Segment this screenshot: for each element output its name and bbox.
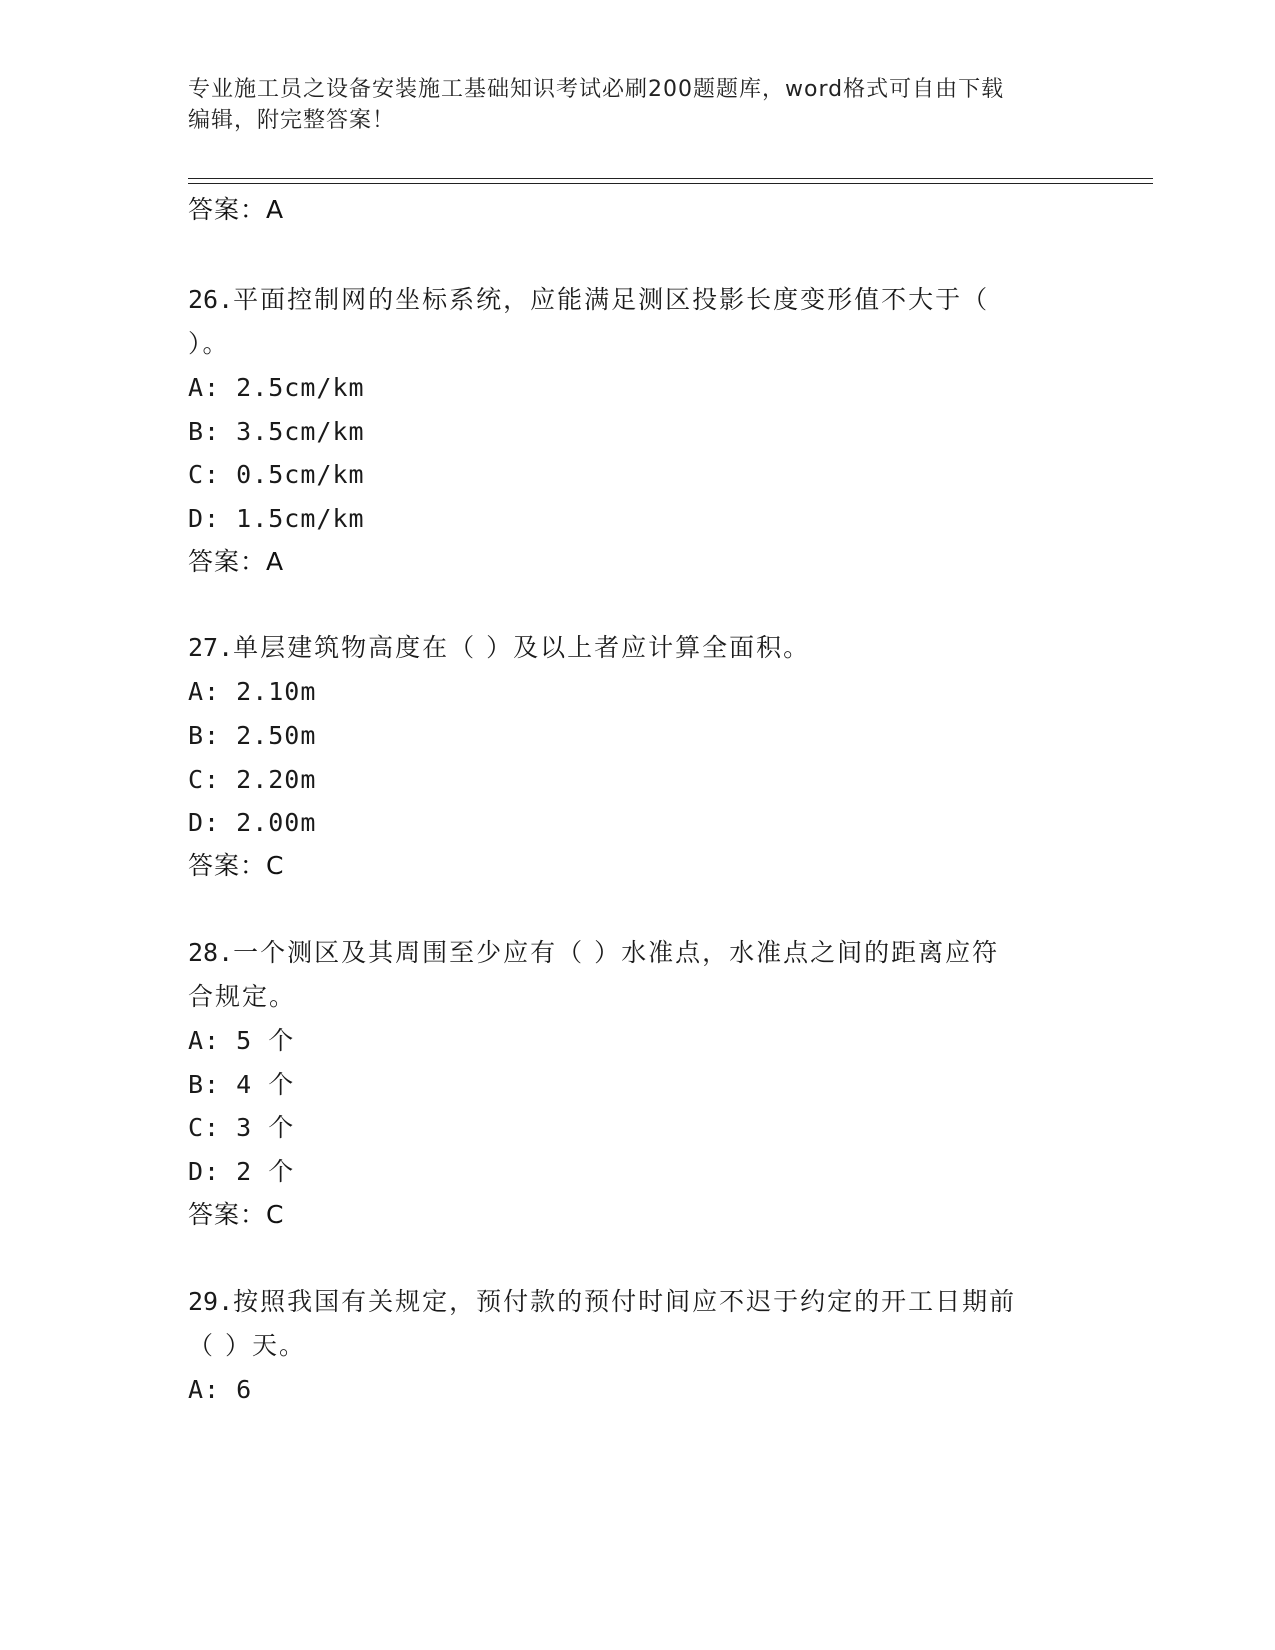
- question-text-line-2: ）。: [188, 329, 230, 358]
- option-a: A: 2.5cm/km: [188, 373, 365, 402]
- question-text-line-2: （ ）天。: [188, 1331, 306, 1360]
- question-text-line-2: 合规定。: [188, 982, 297, 1011]
- option-c: C: 2.20m: [188, 765, 317, 794]
- header-divider-bottom: [188, 183, 1153, 184]
- option-d: D: 2 个: [188, 1157, 295, 1186]
- option-a: A: 5 个: [188, 1026, 295, 1055]
- option-d: D: 1.5cm/km: [188, 504, 365, 533]
- question-stem: [188, 1286, 1016, 1318]
- option-b: B: 2.50m: [188, 721, 317, 750]
- answer: 答案：C: [188, 851, 285, 880]
- answer: 答案：A: [188, 547, 285, 576]
- previous-answer: 答案：A: [188, 195, 285, 224]
- question-number: 26.: [188, 285, 234, 314]
- option-d: D: 2.00m: [188, 808, 317, 837]
- question-stem: [188, 937, 999, 969]
- question-text-line-1: 单层建筑物高度在（ ）及以上者应计算全面积。: [233, 633, 811, 662]
- question-text-line-1: 一个测区及其周围至少应有（ ）水准点，水准点之间的距离应符: [233, 938, 1000, 967]
- question-text-line-1: 按照我国有关规定，预付款的预付时间应不迟于约定的开工日期前: [233, 1287, 1017, 1316]
- header-divider-top: [188, 178, 1153, 179]
- document-header: [188, 74, 1088, 136]
- question-text-line-1: 平面控制网的坐标系统，应能满足测区投影长度变形值不大于（: [233, 285, 990, 314]
- question-stem: [188, 284, 989, 316]
- option-c: C: 3 个: [188, 1113, 295, 1142]
- question-stem: [188, 632, 810, 664]
- question-number: 29.: [188, 1287, 234, 1316]
- option-b: B: 3.5cm/km: [188, 417, 365, 446]
- question-number: 27.: [188, 633, 234, 662]
- option-a: A: 6: [188, 1375, 253, 1404]
- option-a: A: 2.10m: [188, 677, 317, 706]
- header-line-2: 编辑，附完整答案！: [188, 108, 396, 133]
- header-line-1: 专业施工员之设备安装施工基础知识考试必刷200题题库，word格式可自由下载: [188, 77, 1005, 102]
- option-b: B: 4 个: [188, 1070, 295, 1099]
- answer: 答案：C: [188, 1200, 285, 1229]
- question-number: 28.: [188, 938, 234, 967]
- option-c: C: 0.5cm/km: [188, 460, 365, 489]
